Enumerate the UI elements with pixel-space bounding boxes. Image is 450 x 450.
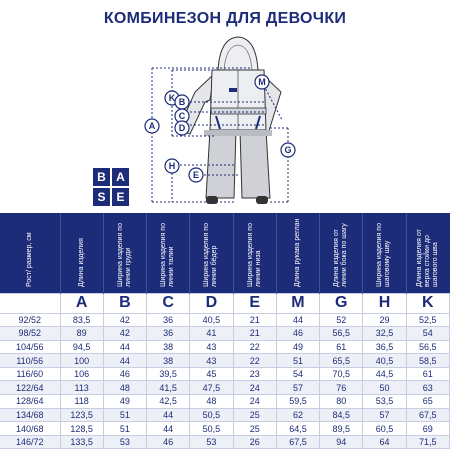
measurement-cell: 46: [103, 367, 146, 381]
measurement-cell: 128,5: [60, 422, 103, 436]
measurement-cell: 61: [320, 340, 363, 354]
base-logo: [93, 168, 129, 206]
column-header: [103, 213, 146, 293]
measurement-cell: 123,5: [60, 408, 103, 422]
measurement-cell: 23: [233, 367, 276, 381]
label-a: A: [148, 121, 156, 131]
table-row: [0, 313, 450, 327]
column-letter: C: [147, 293, 190, 313]
measurement-cell: 61: [406, 367, 449, 381]
measurement-cell: 80: [320, 395, 363, 409]
measurement-cell: 46: [276, 327, 319, 341]
column-header-label: Ширина изделия по линии бёдер: [203, 222, 219, 287]
measurement-cell: 53: [190, 435, 233, 449]
measurement-cell: 36: [147, 313, 190, 327]
label-e: E: [192, 170, 200, 180]
measurement-cell: 46: [147, 435, 190, 449]
column-header: [60, 213, 103, 293]
measurement-cell: 53: [103, 435, 146, 449]
column-letter: B: [103, 293, 146, 313]
measurement-cell: 21: [233, 327, 276, 341]
measurement-cell: 44: [147, 408, 190, 422]
measurement-cell: 25: [233, 408, 276, 422]
column-header-label: Ширина изделия по линии груди: [116, 222, 132, 287]
column-header: [147, 213, 190, 293]
table-row: [0, 354, 450, 368]
measurement-cell: 48: [190, 395, 233, 409]
measurement-cell: 69: [406, 422, 449, 436]
measurement-cell: 44: [276, 313, 319, 327]
label-h: H: [168, 161, 176, 171]
measurement-cell: 51: [103, 408, 146, 422]
logo-letter: B: [93, 168, 110, 186]
measurement-cell: 57: [276, 381, 319, 395]
table-row: [0, 340, 450, 354]
measurement-cell: 45: [190, 367, 233, 381]
measurement-cell: 76: [320, 381, 363, 395]
measurement-cell: 24: [233, 381, 276, 395]
measurement-cell: 51: [103, 422, 146, 436]
measurement-cell: 65: [406, 395, 449, 409]
measurement-cell: 63: [406, 381, 449, 395]
logo-letter: E: [112, 188, 129, 206]
size-cell: 92/52: [0, 313, 60, 327]
table-row: [0, 422, 450, 436]
column-header: [0, 213, 60, 293]
measurement-cell: 44: [147, 422, 190, 436]
measurement-cell: 59,5: [276, 395, 319, 409]
measurement-cell: 22: [233, 340, 276, 354]
measurement-cell: 40,5: [190, 313, 233, 327]
logo-letter: A: [112, 168, 129, 186]
measurement-cell: 84,5: [320, 408, 363, 422]
measurement-cell: 39,5: [147, 367, 190, 381]
measurement-cell: 57: [363, 408, 406, 422]
measurement-cell: 83,5: [60, 313, 103, 327]
column-header: [233, 213, 276, 293]
measurement-cell: 42: [103, 313, 146, 327]
measurement-cell: 94: [320, 435, 363, 449]
measurement-cell: 44: [103, 354, 146, 368]
measurement-cell: 51: [276, 354, 319, 368]
logo-letter: S: [93, 188, 110, 206]
column-header-label: Длина изделия от верха стойки до шагового шва: [416, 228, 440, 287]
size-cell: 122/64: [0, 381, 60, 395]
measurement-cell: 32,5: [363, 327, 406, 341]
column-letter: A: [60, 293, 103, 313]
label-b: B: [178, 97, 186, 107]
measurement-cell: 38: [147, 340, 190, 354]
column-header-label: Рост/ размер, см: [25, 231, 33, 287]
measurement-cell: 56,5: [406, 340, 449, 354]
measurement-cell: 50: [363, 381, 406, 395]
letter-row: [0, 293, 450, 313]
measurement-cell: 118: [60, 395, 103, 409]
measurement-cell: 21: [233, 313, 276, 327]
measurement-cell: 29: [363, 313, 406, 327]
measurement-cell: 113: [60, 381, 103, 395]
measurement-cell: 42: [103, 327, 146, 341]
measurement-cell: 65,5: [320, 354, 363, 368]
column-header: [276, 213, 319, 293]
jumpsuit-diagram: [0, 30, 450, 215]
column-letter: [0, 293, 60, 313]
measurement-cell: 58,5: [406, 354, 449, 368]
measurement-cell: 64: [363, 435, 406, 449]
column-letter: D: [190, 293, 233, 313]
table-row: [0, 435, 450, 449]
measurement-cell: 70,5: [320, 367, 363, 381]
measurement-cell: 62: [276, 408, 319, 422]
column-letter: G: [320, 293, 363, 313]
measurement-cell: 64,5: [276, 422, 319, 436]
measurement-cell: 44,5: [363, 367, 406, 381]
measurement-cell: 26: [233, 435, 276, 449]
measurement-cell: 56,5: [320, 327, 363, 341]
size-cell: 110/56: [0, 354, 60, 368]
size-cell: 146/72: [0, 435, 60, 449]
column-letter: E: [233, 293, 276, 313]
label-d: D: [178, 123, 186, 133]
column-letter: M: [276, 293, 319, 313]
column-header-label: Ширина изделия по линии низа: [246, 222, 262, 287]
measurement-cell: 89: [60, 327, 103, 341]
measurement-cell: 52,5: [406, 313, 449, 327]
label-c: C: [178, 111, 186, 121]
size-cell: 98/52: [0, 327, 60, 341]
measurement-cell: 53,5: [363, 395, 406, 409]
column-letter: H: [363, 293, 406, 313]
measurement-cell: 44: [103, 340, 146, 354]
label-g: G: [284, 145, 292, 155]
measurement-cell: 54: [276, 367, 319, 381]
measurement-cell: 42,5: [147, 395, 190, 409]
size-cell: 134/68: [0, 408, 60, 422]
measurement-cell: 54: [406, 327, 449, 341]
measurement-cell: 41: [190, 327, 233, 341]
measurement-cell: 71,5: [406, 435, 449, 449]
measurement-cell: 38: [147, 354, 190, 368]
measurement-cell: 47,5: [190, 381, 233, 395]
size-chart-table: [0, 213, 450, 449]
measurement-cell: 43: [190, 340, 233, 354]
column-header-label: Длина рукава реглан: [293, 218, 301, 287]
column-header: [190, 213, 233, 293]
measurement-cell: 106: [60, 367, 103, 381]
measurement-cell: 48: [103, 381, 146, 395]
size-cell: 104/56: [0, 340, 60, 354]
measurement-cell: 133,5: [60, 435, 103, 449]
page-title: КОМБИНЕЗОН ДЛЯ ДЕВОЧКИ: [103, 10, 347, 27]
header-row: [0, 213, 450, 293]
measurement-cell: 49: [103, 395, 146, 409]
size-cell: 140/68: [0, 422, 60, 436]
measurement-cell: 24: [233, 395, 276, 409]
column-header-label: Длина изделия от линии бока по шагу: [333, 222, 349, 287]
measurement-cell: 67,5: [406, 408, 449, 422]
measurement-cell: 50,5: [190, 422, 233, 436]
measurement-cell: 52: [320, 313, 363, 327]
measurement-cell: 49: [276, 340, 319, 354]
label-m: M: [258, 77, 266, 87]
measurement-cell: 89,5: [320, 422, 363, 436]
measurement-cell: 67,5: [276, 435, 319, 449]
measurement-cell: 22: [233, 354, 276, 368]
table-row: [0, 327, 450, 341]
measurement-cell: 60,5: [363, 422, 406, 436]
measurement-cell: 36: [147, 327, 190, 341]
column-header: [320, 213, 363, 293]
column-header-label: Длина изделия: [77, 237, 85, 287]
table-row: [0, 381, 450, 395]
table-body: [0, 313, 450, 449]
size-table: [0, 213, 450, 450]
column-header: [363, 213, 406, 293]
label-k: K: [168, 93, 176, 103]
table-row: [0, 395, 450, 409]
measurement-cell: 25: [233, 422, 276, 436]
size-cell: 128/64: [0, 395, 60, 409]
column-letter: K: [406, 293, 449, 313]
measurement-cell: 94,5: [60, 340, 103, 354]
table-row: [0, 408, 450, 422]
size-cell: 116/60: [0, 367, 60, 381]
measurement-cell: 40,5: [363, 354, 406, 368]
column-header-label: Ширина изделия по линии талии: [160, 222, 176, 287]
column-header-label: Ширина изделия по шаговому шву: [376, 222, 392, 287]
measurement-cell: 36,5: [363, 340, 406, 354]
measurement-cell: 50,5: [190, 408, 233, 422]
column-header: [406, 213, 449, 293]
measurement-cell: 41,5: [147, 381, 190, 395]
table-row: [0, 367, 450, 381]
measurement-cell: 43: [190, 354, 233, 368]
measurement-cell: 100: [60, 354, 103, 368]
